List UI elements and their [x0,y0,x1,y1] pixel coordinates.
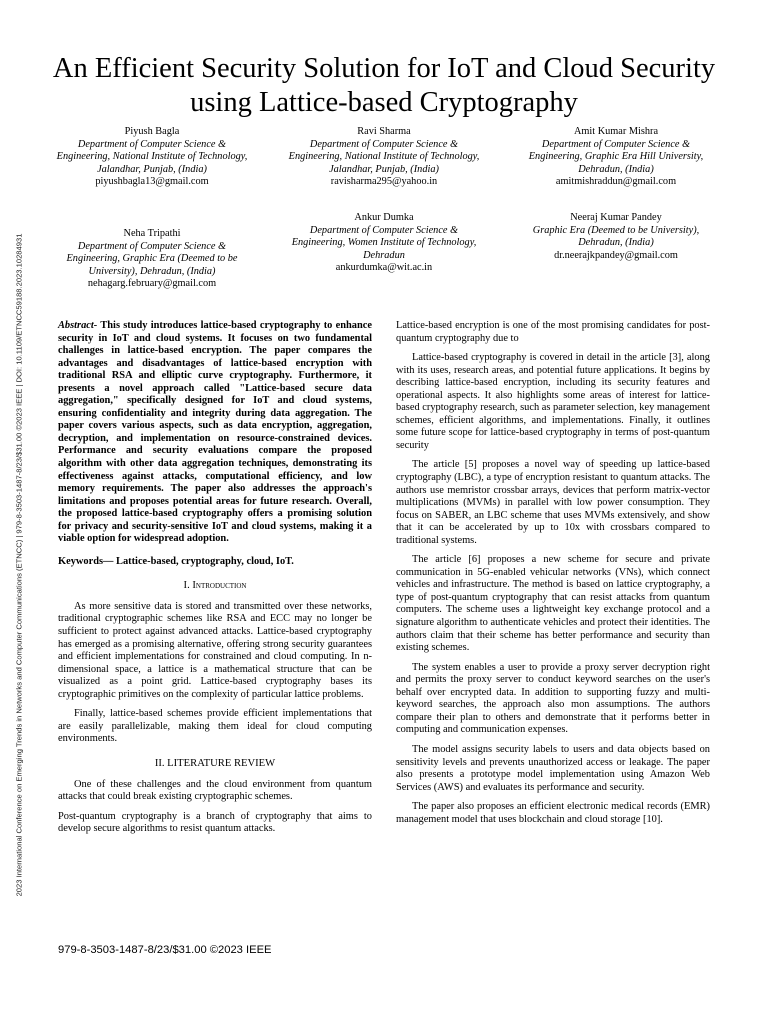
author-email: amitmishraddun@gmail.com [555,176,677,188]
author-affiliation: Department of Computer Science & Engineering, National Institute of Technology, Jalandhar, Punjab, (India) [56,138,248,175]
abstract [58,320,372,546]
author-block [516,212,716,262]
author-affiliation: Department of Computer Science & Engineering, Graphic Era (Deemed to be University), Dehradun, (India) [66,240,238,277]
paragraph: Lattice-based cryptography is covered in detail in the article [3], along with its uses, research areas, and potential future applications. It begins by describing lattice-based encryption, including its security features and operational aspects. It also highlights some areas of interest for lattice-based cryptography research, such as parameter selection, key management schemes, efficient algorithms, and implementations. Finally, it outlines some future scope for lattice-based cryptography in terms of post-quantum security [396,352,710,451]
paragraph: The article [5] proposes a novel way of speeding up lattice-based cryptography (LBC), a type of encryption resistant to quantum attacks. The authors use memristor crossbar arrays, devices that perform matrix-vector multiplications (MVMs) in parallel with low power consumption. They focus on SABER, an LBC scheme that uses MVMs extensively, and show that it can be accelerated by up to 10x with crossbars compared to traditional systems. [396,459,710,546]
abstract-label: Abstract- [58,320,98,331]
abstract-text: This study introduces lattice-based cryptography to enhance security in IoT and cloud systems. It focuses on two fundamental challenges in lattice-based encryption. The paper compares the advantages and disadvantages of lattice-based encryption with traditional RSA and elliptic curve cryptography. Furthermore, it presents a novel approach called "Lattice-based secure data aggregation," specifically designed for IoT and cloud systems, ensuring confidentiality and integrity during data aggregation. The paper covers various aspects, such as data encryption, aggregation, decryption, and implementation on resource-constrained devices. Performance and security evaluations compare the proposed algorithm with other data aggregation techniques, demonstrating its effectiveness against attacks, computational efficiency, and low memory requirements. The paper also addresses the approach's limitations and proposes potential areas for future research. Overall, the proposed lattice-based cryptography offers a promising solution for privacy and security-sensitive IoT and cloud systems, making it a viable option for widespread adoption. [58,320,372,545]
paragraph: As more sensitive data is stored and transmitted over these networks, traditional cryptographic schemes like RSA and ECC may no longer be sufficient to protect against advanced attacks. Lattice-based cryptography has emerged as a promising alternative, offering strong security guarantees and efficient implementations for constrained and cloud computing. In n-dimensional space, a lattice is a mathematical structure that can be visualized as a point grid. Lattice-based cryptography bases its cryptographic primitives on the complexity of particular lattice problems. [58,600,372,700]
paragraph: The article [6] proposes a new scheme for secure and private communication in 5G-enabled vehicular networks (VNs), which connect vehicles and infrastructure. The method is based on lattice cryptography, a type of post-quantum cryptography that can resist attacks from quantum computers. The scheme uses a lightweight key exchange protocol and a signature algorithm to authenticate vehicles and protect their identities. The authors claim that their scheme has better performance and security than existing schemes. [396,554,710,654]
author-affiliation: Graphic Era (Deemed to be University), Dehradun, (India) [532,224,700,249]
paragraph: The paper also proposes an efficient electronic medical records (EMR) management model that uses blockchain and cloud storage [10]. [396,801,710,825]
paper-title: An Efficient Security Solution for IoT and Cloud Security using Lattice-based Cryptography [52,53,716,118]
author-email: piyushbagla13@gmail.com [95,176,209,188]
paragraph: Lattice-based encryption is one of the most promising candidates for post-quantum cryptography due to [396,320,710,344]
author-block [284,212,484,275]
author-email: ankurdumka@wit.ac.in [335,262,433,274]
copyright-footer: 979-8-3503-1487-8/23/$31.00 ©2023 IEEE [58,944,272,956]
author-name: Ravi Sharma [357,126,411,137]
paragraph: Post-quantum cryptography is a branch of cryptography that aims to develop secure algorithms to resist quantum attacks. [58,810,372,835]
section-heading-introduction: I. Introduction [183,580,247,592]
author-block [516,126,716,189]
author-affiliation: Department of Computer Science & Engineering, Graphic Era Hill University, Dehradun, (India) [528,138,704,175]
paragraph: The system enables a user to provide a proxy server decryption right and permits the proxy server to conduct keyword searches on the user's behalf over encrypted data. In addition to supporting fuzzy and multi-keyword searches, the approach also mon assumptions. The authors compare their plan to others and demonstrate that it performs better in computing and communication expenses. [396,661,710,736]
author-email: nehagarg.february@gmail.com [87,278,217,290]
author-name: Neeraj Kumar Pandey [570,212,662,223]
author-affiliation: Department of Computer Science & Engineering, National Institute of Technology, Jalandhar, Punjab, (India) [288,138,480,175]
author-name: Neha Tripathi [123,228,181,239]
paragraph: Finally, lattice-based schemes provide efficient implementations that are easily parallelizable, making them ideal for cloud computing environments. [58,708,372,745]
author-block [284,126,484,189]
keywords: Keywords— Lattice-based, cryptography, cloud, IoT. [58,555,294,567]
author-name: Ankur Dumka [354,212,414,223]
sidebar-citation-text: 2023 International Conference on Emerging Trends in Networks and Computer Communications (ETNCC) | 979-8-3503-1487-8/23/$31.00 ©2023 IEEE | DOI: 10.1109/ETNCC59188.2023.10284931 [14,233,24,897]
author-block [52,126,252,189]
author-affiliation: Department of Computer Science & Engineering, Women Institute of Technology, Dehradun [291,224,477,261]
section-heading-literature-review: II. LITERATURE REVIEW [154,757,276,769]
paragraph: One of these challenges and the cloud environment from quantum attacks that could break existing cryptographic schemes. [58,778,372,803]
author-email: ravisharma295@yahoo.in [330,176,438,188]
left-column [58,320,372,843]
paragraph: The model assigns security labels to users and data objects based on sensitivity levels and prevents unauthorized access or leakage. The paper also presents a prototype model implementation using Amazon Web Services (AWS) and evaluates its performance and security. [396,743,710,793]
author-block [52,228,252,291]
author-email: dr.neerajkpandey@gmail.com [554,249,678,261]
author-name: Piyush Bagla [124,126,180,137]
right-column [396,320,710,833]
author-name: Amit Kumar Mishra [573,126,659,137]
sidebar-citation [13,180,25,950]
